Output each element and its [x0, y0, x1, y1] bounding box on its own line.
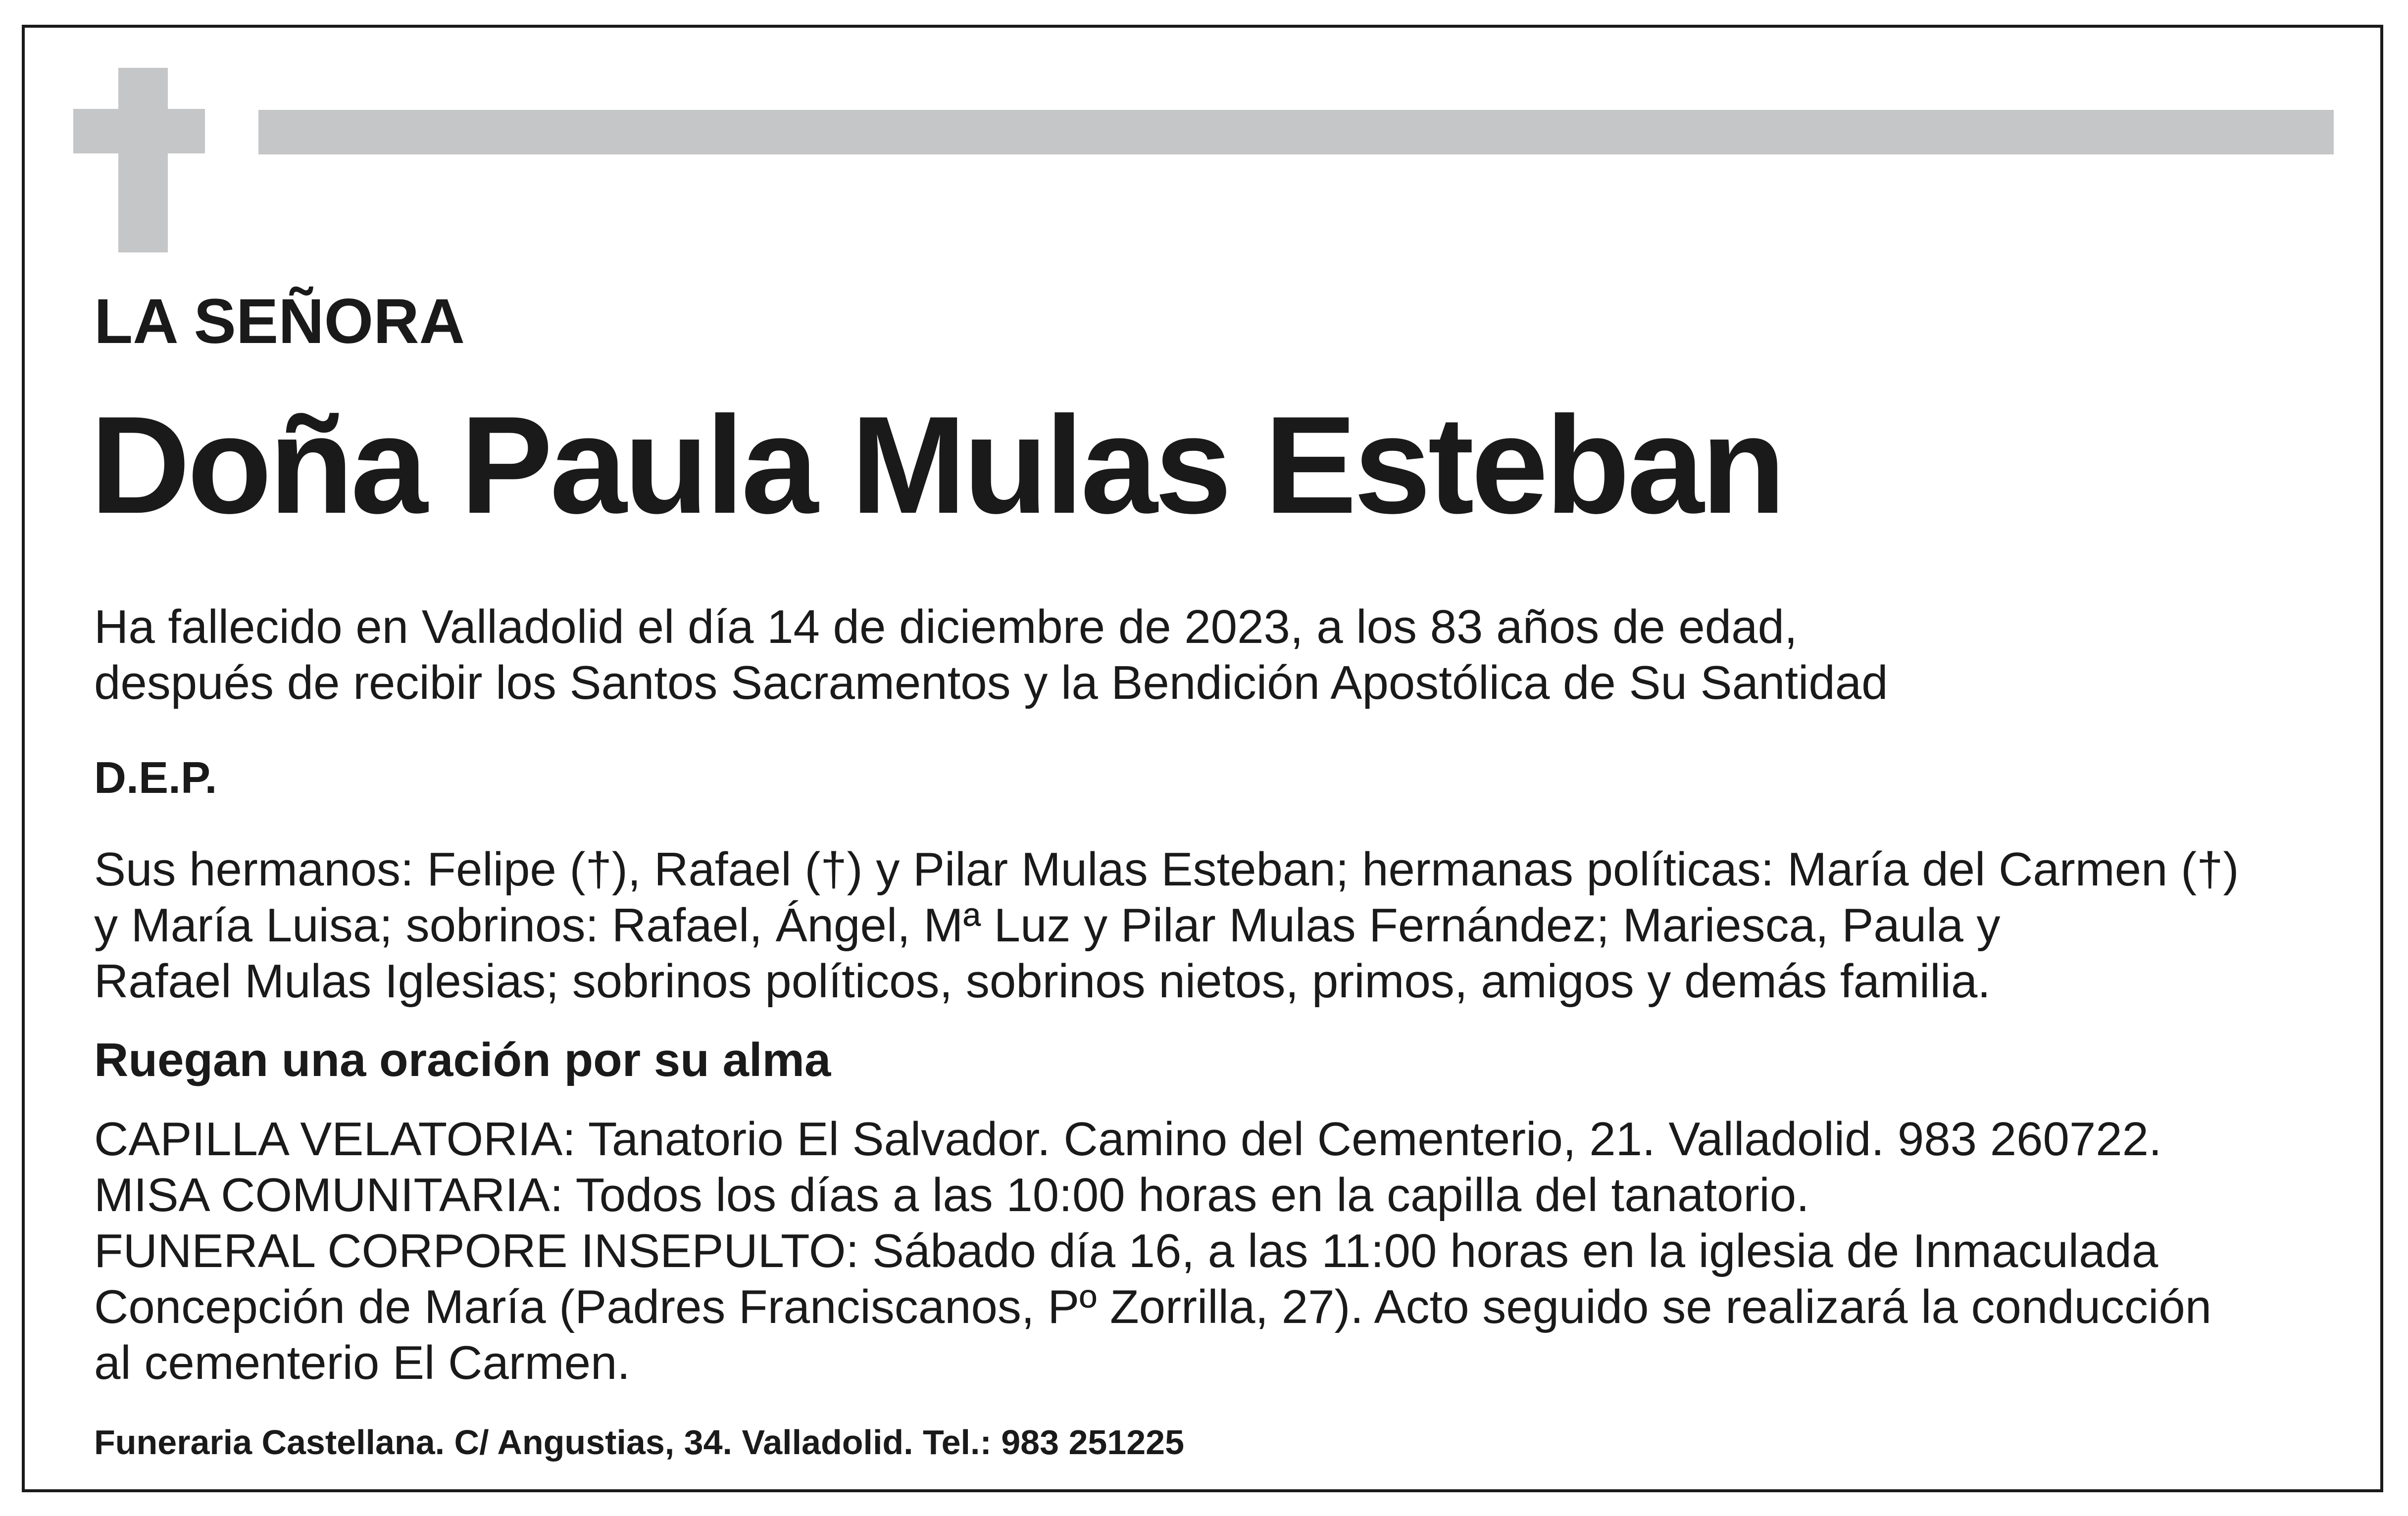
- details-line: CAPILLA VELATORIA: Tanatorio El Salvador. Camino del Cementerio, 21. Valladolid. 983 260722.: [94, 1113, 2162, 1166]
- details-line: Concepción de María (Padres Franciscanos, Pº Zorrilla, 27). Acto seguido se realizará la conducción: [94, 1280, 2212, 1333]
- details-line: al cementerio El Carmen.: [94, 1336, 631, 1389]
- dep-label: D.E.P.: [94, 753, 217, 803]
- family-line: Rafael Mulas Iglesias; sobrinos políticos, sobrinos nietos, primos, amigos y demás familia.: [94, 955, 1991, 1008]
- details-line: MISA COMUNITARIA: Todos los días a las 10:00 horas en la capilla del tanatorio.: [94, 1169, 1809, 1222]
- deceased-name: Doña Paula Mulas Esteban: [90, 388, 1783, 542]
- intro-text: [94, 599, 1888, 711]
- family-line: y María Luisa; sobrinos: Rafael, Ángel, Mª Luz y Pilar Mulas Fernández; Mariesca, Paula y: [94, 899, 2001, 952]
- ceremony-details: [94, 1111, 2211, 1391]
- header-bar: [258, 110, 2334, 154]
- details-line: FUNERAL CORPORE INSEPULTO: Sábado día 16, a las 11:00 horas en la iglesia de Inmaculada: [94, 1224, 2158, 1277]
- family-line: Sus hermanos: Felipe (†), Rafael (†) y Pilar Mulas Esteban; hermanas políticas: María del Carmen (†): [94, 843, 2239, 896]
- cross-icon: [118, 68, 168, 252]
- family-text: [94, 841, 2239, 1009]
- intro-line: Ha fallecido en Valladolid el día 14 de diciembre de 2023, a los 83 años de edad,: [94, 600, 1798, 653]
- title-prefix: LA SEÑORA: [94, 286, 465, 357]
- prayer-heading: Ruegan una oración por su alma: [94, 1033, 831, 1086]
- cross-icon-arm: [73, 109, 205, 153]
- funeral-home-footer: Funeraria Castellana. C/ Angustias, 34. Valladolid. Tel.: 983 251225: [94, 1423, 1185, 1462]
- intro-line: después de recibir los Santos Sacramentos y la Bendición Apostólica de Su Santidad: [94, 656, 1888, 709]
